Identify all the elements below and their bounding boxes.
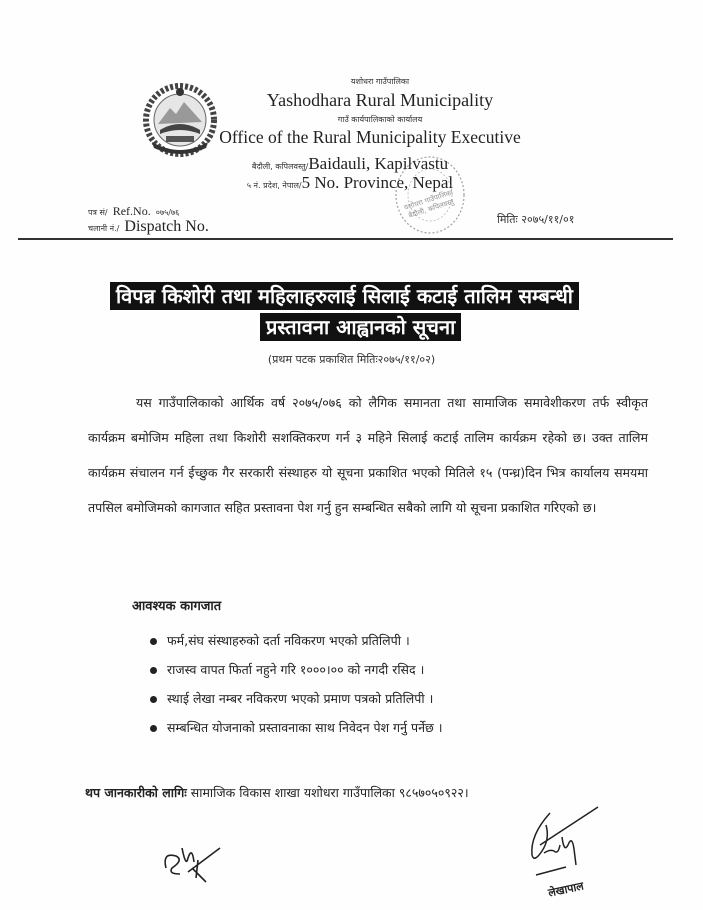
municipality-name-en: Yashodhara Rural Municipality <box>266 90 494 110</box>
list-item <box>150 684 443 713</box>
accountant-stamp: लेखापाल <box>547 879 585 900</box>
list-item-text: फर्म,संघ संस्थाहरुको दर्ता नविकरण भएको प्रतिलिपी । <box>167 633 410 648</box>
province-np: ५ नं. प्रदेश, नेपाल/ <box>246 181 302 190</box>
notice-body-text: यस गाउँपालिकाको आर्थिक वर्ष २०७५/०७६ को लैगिक समानता तथा सामाजिक समावेशीकरण तर्फ स्वीकृत कार्यक्रम बमोजिम महिला तथा किशोरी सशक्तिकरण गर्न ३ महिने सिलाई कटाई तालिम कार्यक्रम रहेको छ। उक्त तालिम कार्यक्रम संचालन गर्न ईच्छुक गैर सरकारी संस्थाहरु यो सूचना प्रकाशित भएको मितिले १५ (पन्ध्र)दिन भित्र कार्यालय समयमा तपसिल बमोजिमको कागजात सहित प्रस्तावना पेश गर्नु हुन सम्बन्धित सबैको लागि यो सूचना प्रकाशित गरिएको छ। <box>88 395 648 515</box>
dispatch-label-np: चलानी नं./ <box>88 224 120 233</box>
address-en: Baidauli, Kapilvastu <box>308 154 449 173</box>
contact-text: सामाजिक विकास शाखा यशोधरा गाउँपालिका ९८५७०५०९२२। <box>190 785 469 800</box>
office-name-en: Office of the Rural Municipality Executive <box>219 127 521 147</box>
bullet-icon <box>150 725 157 732</box>
header-divider <box>18 238 673 240</box>
bullet-icon <box>150 696 157 703</box>
signature-right-icon <box>520 805 600 885</box>
office-name-np: गाउँ कार्यपालिकाको कार्यालय <box>337 115 423 124</box>
dispatch-line <box>88 216 209 236</box>
municipality-name-np: यशोधरा गाउँपालिका <box>350 77 410 86</box>
contact-label: थप जानकारीको लागिः <box>85 785 187 800</box>
notice-title-line2: प्रस्तावना आह्वानको सूचना <box>260 313 461 341</box>
required-documents-list <box>150 626 443 742</box>
list-item-text: स्थाई लेखा नम्बर नविकरण भएको प्रमाण पत्रको प्रतिलिपी । <box>167 691 434 706</box>
ref-value: ०७५/७६ <box>155 208 180 217</box>
province-en: 5 No. Province, Nepal <box>301 173 454 192</box>
list-item-text: सम्बन्धित योजनाको प्रस्तावनाका साथ निवेदन पेश गर्नु पर्नेछ । <box>167 720 443 735</box>
notice-body <box>88 385 648 525</box>
contact-info <box>85 784 469 801</box>
list-item <box>150 626 443 655</box>
date-line <box>497 212 574 227</box>
required-documents-heading: आवश्यक कागजात <box>132 599 222 614</box>
bullet-icon <box>150 638 157 645</box>
bullet-icon <box>150 667 157 674</box>
notice-title-line1: विपन्न किशोरी तथा महिलाहरुलाई सिलाई कटाई तालिम सम्बन्धी <box>110 282 579 310</box>
date-label: मितिः <box>497 213 518 226</box>
ref-label-en: Ref.No. <box>112 204 151 218</box>
list-item <box>150 655 443 684</box>
dispatch-label-en: Dispatch No. <box>124 218 209 235</box>
office-stamp-text: यशोधरा गाउँपालिका बैदौली, कपिलवस्तु <box>402 188 455 220</box>
ref-label-np: पत्र सं/ <box>88 208 108 217</box>
first-publication-date: (प्रथम पटक प्रकाशित मितिः२०७५/११/०२) <box>267 353 436 366</box>
address-np: बैदौली, कपिलवस्तु/ <box>251 162 309 171</box>
signature-left-icon <box>158 838 228 888</box>
date-value: २०७५/११/०१ <box>521 213 575 226</box>
list-item <box>150 713 443 742</box>
list-item-text: राजस्व वापत फिर्ता नहुने गरि १०००।०० को नगदी रसिद । <box>167 662 425 677</box>
